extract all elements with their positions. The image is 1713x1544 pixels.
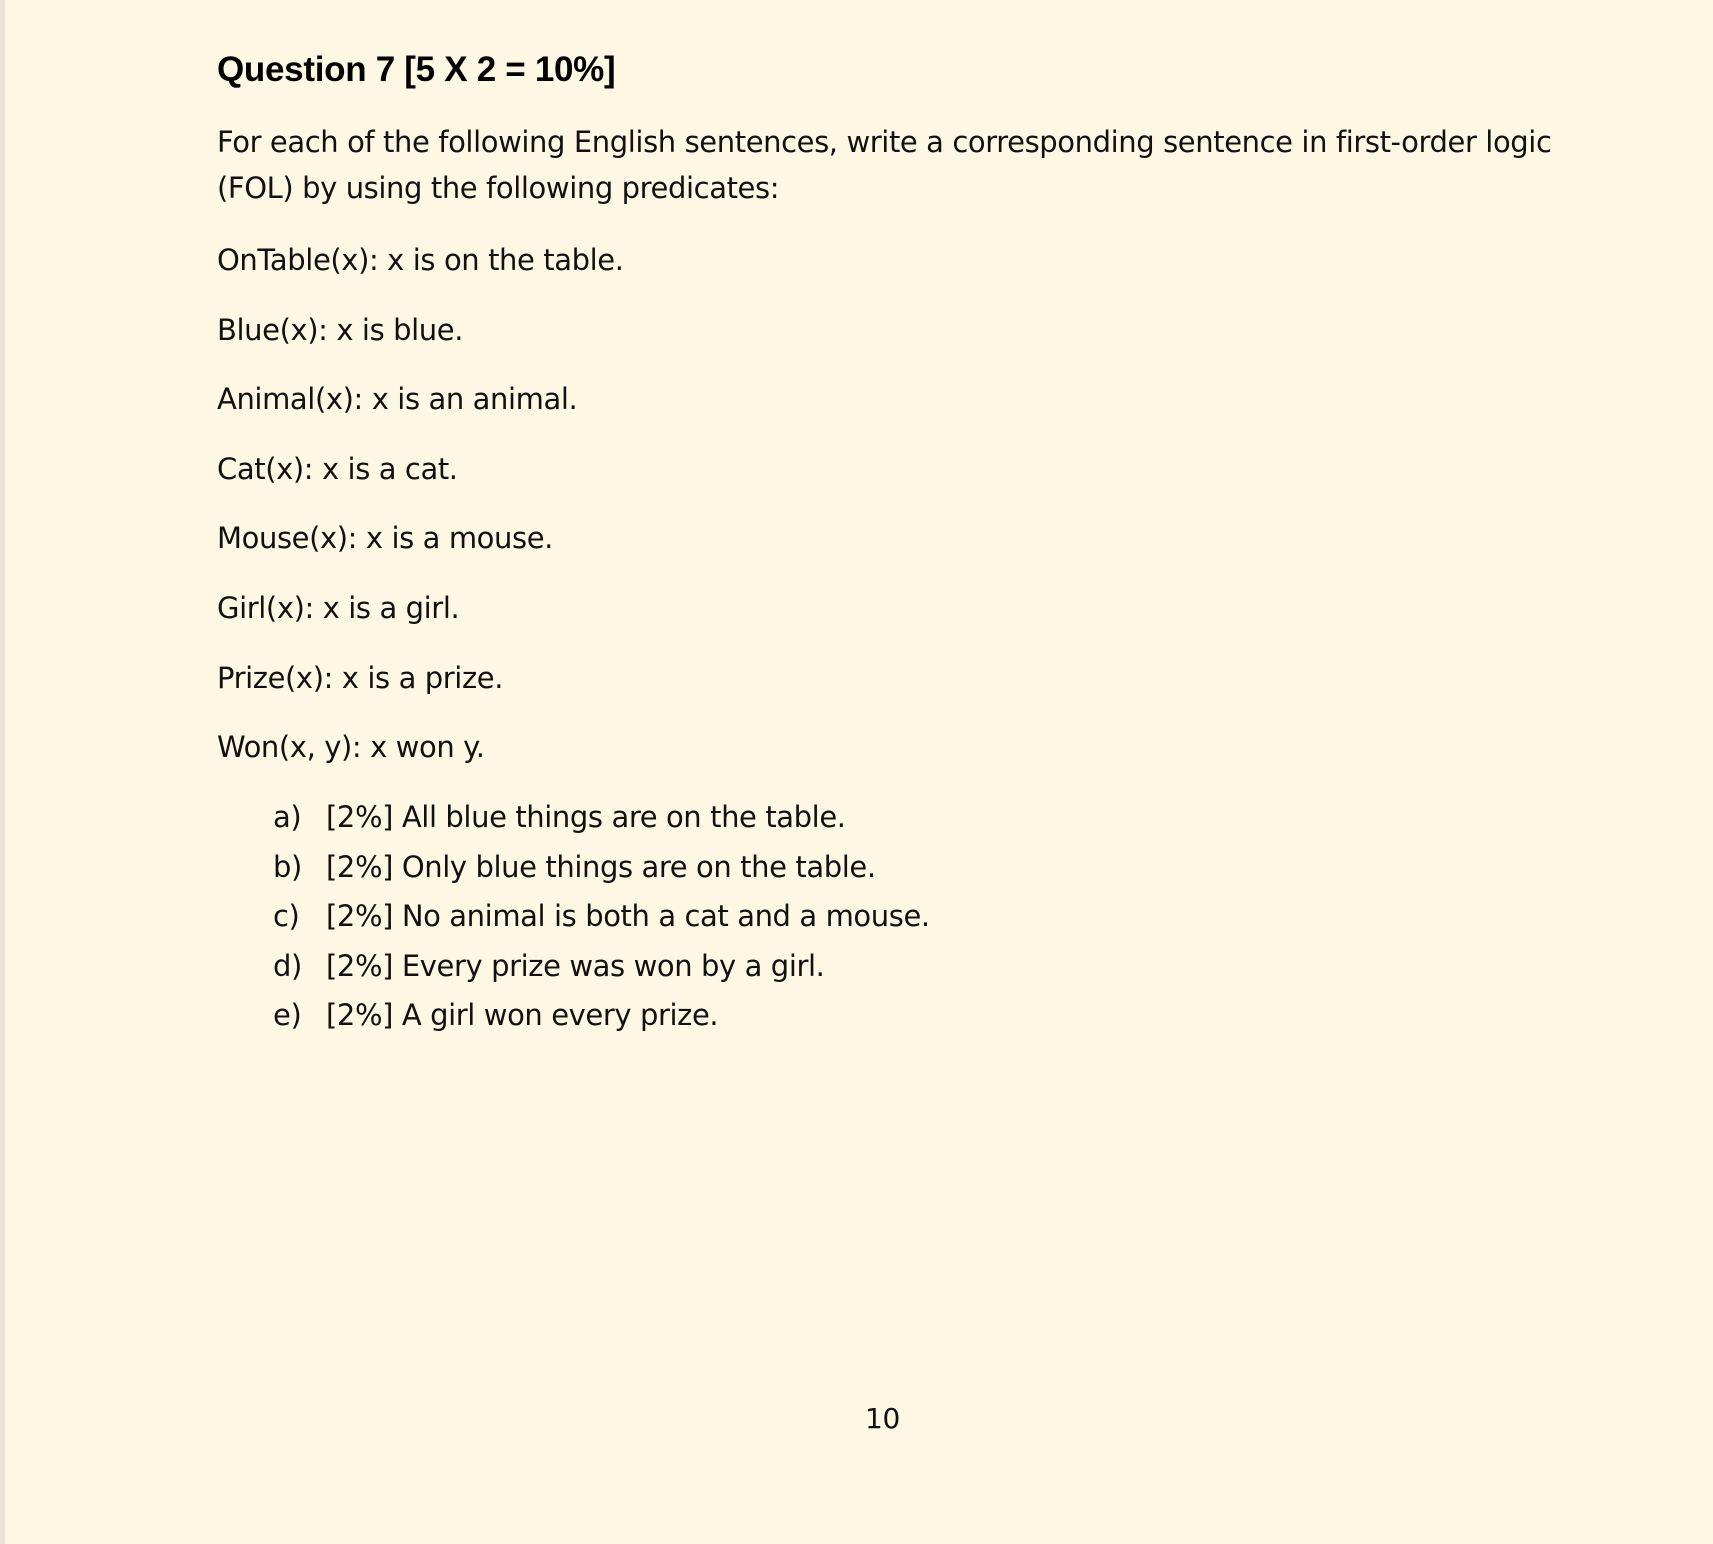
page-number: 10 <box>865 1402 901 1435</box>
question-item-b <box>273 847 930 897</box>
item-letter: a) <box>273 800 302 834</box>
question-item-d <box>273 946 930 996</box>
predicate-girl: Girl(x): x is a girl. <box>217 591 460 625</box>
predicate-cat: Cat(x): x is a cat. <box>217 452 458 486</box>
predicate-blue: Blue(x): x is blue. <box>217 313 464 347</box>
predicate-prize: Prize(x): x is a prize. <box>217 661 504 695</box>
predicate-mouse: Mouse(x): x is a mouse. <box>217 521 553 555</box>
item-text: [2%] No animal is both a cat and a mouse. <box>326 899 930 933</box>
question-title: Question 7 [5 X 2 = 10%] <box>217 50 616 89</box>
item-letter: c) <box>273 899 300 933</box>
question-items-list <box>273 797 930 1045</box>
item-letter: d) <box>273 948 302 983</box>
item-text: [2%] Every prize was won by a girl. <box>326 948 825 983</box>
document-page <box>5 0 1713 1544</box>
item-letter: b) <box>273 849 302 884</box>
predicate-animal: Animal(x): x is an animal. <box>217 382 578 416</box>
item-text: [2%] All blue things are on the table. <box>326 800 846 834</box>
question-item-a <box>273 797 930 847</box>
item-text: [2%] A girl won every prize. <box>326 998 719 1032</box>
predicate-won: Won(x, y): x won y. <box>217 730 485 764</box>
predicate-ontable: OnTable(x): x is on the table. <box>217 243 624 277</box>
item-text: [2%] Only blue things are on the table. <box>326 849 876 884</box>
item-letter: e) <box>273 998 302 1032</box>
question-item-c <box>273 896 930 946</box>
question-item-e <box>273 995 930 1045</box>
question-intro: For each of the following English sentences, write a corresponding sentence in first-order logic (FOL) by using the following predicates: <box>217 125 1552 205</box>
